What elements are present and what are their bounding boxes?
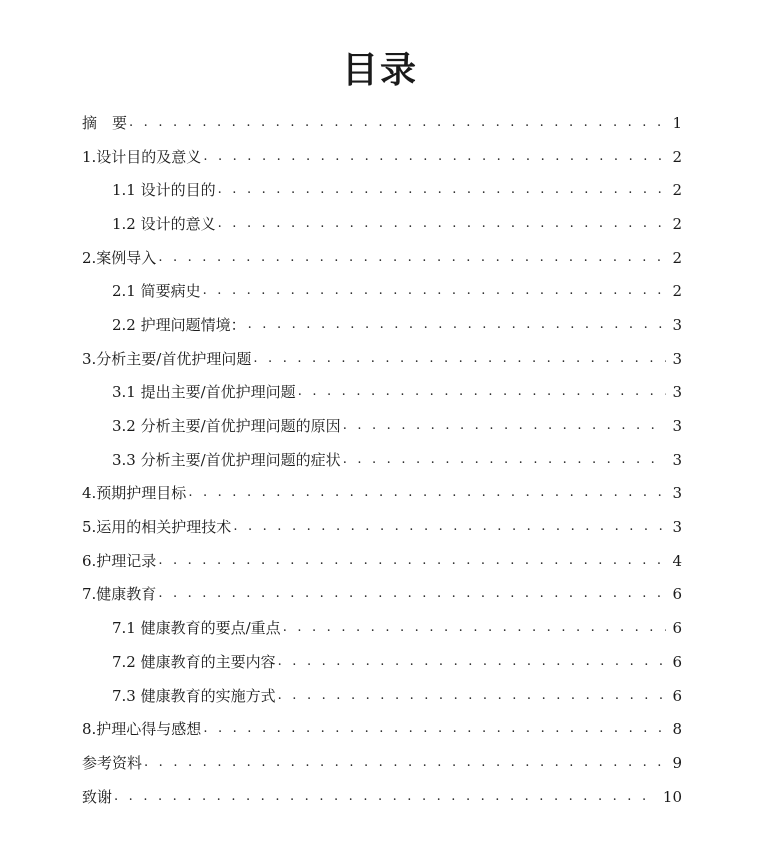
- toc-entry-label: 2.2 护理问题情境：: [112, 315, 246, 334]
- toc-leader-dots: [218, 214, 666, 234]
- toc-leader-dots: [203, 719, 666, 739]
- toc-entry-label: 8.护理心得与感想: [82, 720, 202, 739]
- toc-entry[interactable]: [82, 140, 682, 174]
- toc-entry-page: 3: [672, 450, 682, 469]
- toc-entry-page: 4: [672, 551, 682, 570]
- toc-entry-label: 3.2 分析主要/首优护理问题的原因: [112, 417, 341, 436]
- toc-entry-page: 10: [662, 787, 682, 806]
- toc-entry-label: 2.案例导入: [82, 248, 157, 267]
- toc-entry[interactable]: [82, 544, 682, 578]
- toc-entry-label: 6.护理记录: [82, 551, 157, 570]
- toc-entry[interactable]: [82, 510, 682, 544]
- toc-entry-page: 2: [672, 282, 682, 301]
- toc-leader-dots: [158, 551, 666, 571]
- toc-leader-dots: [218, 180, 666, 200]
- toc-entry[interactable]: [82, 645, 682, 679]
- toc-leader-dots: [114, 787, 657, 807]
- toc-entry-page: 6: [672, 686, 682, 705]
- toc-entry-page: 6: [672, 619, 682, 638]
- toc-entry-label: 5.运用的相关护理技术: [82, 518, 232, 537]
- toc-leader-dots: [144, 753, 666, 773]
- toc-entry[interactable]: [82, 173, 682, 207]
- toc-entry-page: 3: [672, 484, 682, 503]
- toc-entry-label: 7.1 健康教育的要点/重点: [112, 619, 281, 638]
- toc-entry-label: 3.分析主要/首优护理问题: [82, 349, 252, 368]
- toc-entry-page: 9: [672, 753, 682, 772]
- toc-entry[interactable]: [82, 477, 682, 511]
- toc-entry-label: 7.2 健康教育的主要内容: [112, 652, 276, 671]
- toc-leader-dots: [248, 315, 666, 335]
- toc-entry-page: 6: [672, 585, 682, 604]
- toc-entry-label: 7.3 健康教育的实施方式: [112, 686, 276, 705]
- toc-entry[interactable]: [82, 746, 682, 780]
- toc-leader-dots: [298, 382, 666, 402]
- toc-leader-dots: [203, 281, 666, 301]
- toc-entry-label: 1.1 设计的目的: [112, 181, 216, 200]
- toc-entry[interactable]: [82, 679, 682, 713]
- toc-entry[interactable]: [82, 409, 682, 443]
- toc-leader-dots: [343, 450, 666, 470]
- toc-entry-label: 4.预期护理目标: [82, 484, 187, 503]
- toc-entry-label: 摘 要: [82, 113, 128, 132]
- toc-entry[interactable]: [82, 780, 682, 814]
- table-of-contents: [82, 106, 682, 813]
- toc-entry-label: 1.2 设计的意义: [112, 214, 216, 233]
- toc-leader-dots: [278, 652, 666, 672]
- toc-leader-dots: [129, 113, 666, 133]
- toc-leader-dots: [158, 248, 666, 268]
- toc-entry-page: 3: [672, 383, 682, 402]
- toc-entry[interactable]: [82, 207, 682, 241]
- toc-leader-dots: [233, 517, 666, 537]
- toc-leader-dots: [283, 618, 666, 638]
- toc-entry[interactable]: [82, 241, 682, 275]
- toc-leader-dots: [343, 416, 666, 436]
- toc-entry[interactable]: [82, 376, 682, 410]
- toc-entry[interactable]: [82, 611, 682, 645]
- toc-entry-label: 7.健康教育: [82, 585, 157, 604]
- toc-entry-page: 2: [672, 214, 682, 233]
- toc-leader-dots: [203, 147, 666, 167]
- toc-entry[interactable]: [82, 712, 682, 746]
- toc-entry-page: 1: [672, 113, 682, 132]
- toc-leader-dots: [278, 686, 666, 706]
- toc-leader-dots: [253, 349, 666, 369]
- page-title: 目录: [341, 49, 418, 92]
- toc-entry-page: 6: [672, 652, 682, 671]
- toc-entry-label: 3.1 提出主要/首优护理问题: [112, 383, 296, 402]
- toc-entry[interactable]: [82, 342, 682, 376]
- toc-entry[interactable]: [82, 443, 682, 477]
- toc-leader-dots: [158, 584, 666, 604]
- toc-entry-label: 1.设计目的及意义: [82, 147, 202, 166]
- toc-leader-dots: [188, 483, 666, 503]
- toc-entry-page: 3: [672, 417, 682, 436]
- toc-entry-label: 致谢: [82, 787, 113, 806]
- toc-entry-page: 3: [672, 518, 682, 537]
- toc-entry-label: 2.1 简要病史: [112, 282, 201, 301]
- toc-entry[interactable]: [82, 106, 682, 140]
- toc-entry-label: 3.3 分析主要/首优护理问题的症状: [112, 450, 341, 469]
- toc-entry-page: 2: [672, 181, 682, 200]
- toc-entry[interactable]: [82, 578, 682, 612]
- toc-entry-label: 参考资料: [82, 753, 143, 772]
- toc-entry-page: 3: [672, 315, 682, 334]
- toc-entry-page: 8: [672, 720, 682, 739]
- toc-entry-page: 2: [672, 248, 682, 267]
- toc-entry[interactable]: [82, 274, 682, 308]
- toc-entry-page: 2: [672, 147, 682, 166]
- toc-entry[interactable]: [82, 308, 682, 342]
- toc-entry-page: 3: [672, 349, 682, 368]
